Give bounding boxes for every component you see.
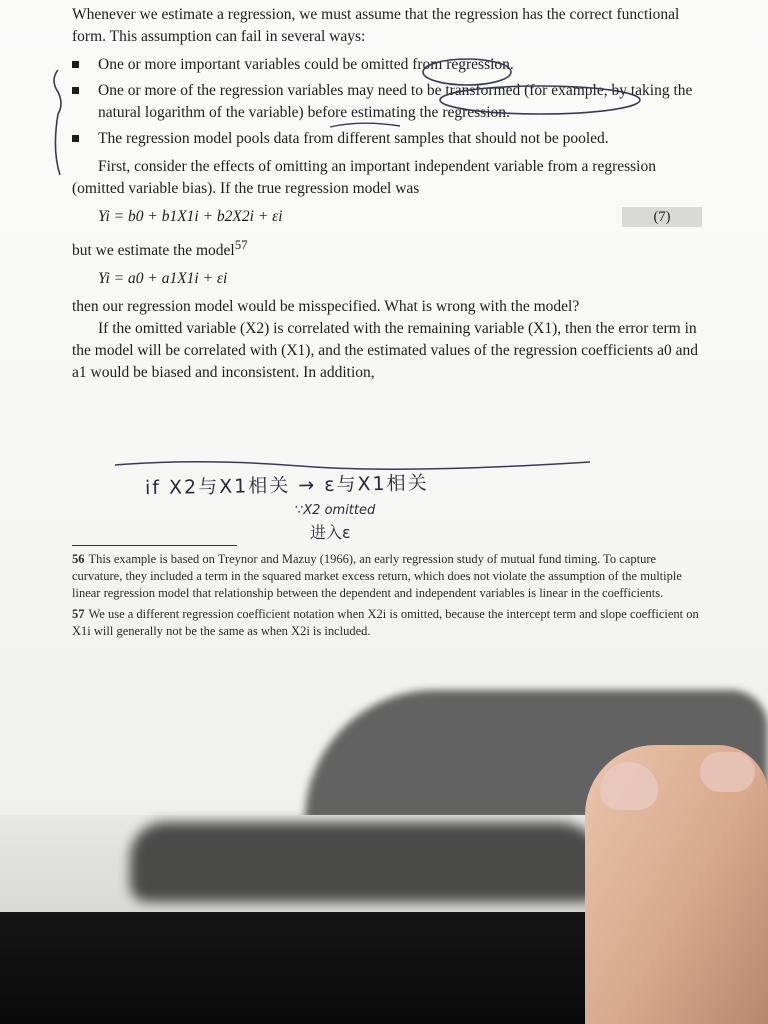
footnote-ref-57: 57 xyxy=(234,237,248,252)
footnote-57 xyxy=(72,606,700,640)
bullet-text: The regression model pools data from different samples that should not be pooled. xyxy=(98,130,609,147)
handwriting-line-3: 进入ε xyxy=(310,523,351,542)
page-content xyxy=(72,0,702,384)
bullet-square-icon xyxy=(72,61,79,68)
bullet-item-pooled xyxy=(72,128,702,150)
bullet-square-icon xyxy=(72,87,79,94)
equation-7-row xyxy=(72,206,702,228)
bullet-square-icon xyxy=(72,135,79,142)
footnote-56 xyxy=(72,551,700,602)
equation-true-model: Yi = b0 + b1X1i + b2X2i + εi xyxy=(98,208,283,225)
footnote-number: 56 xyxy=(72,552,85,566)
equation-estimated-model: Yi = a0 + a1X1i + εi xyxy=(98,270,228,288)
wavy-underline xyxy=(115,462,590,469)
estimate-text: but we estimate the model xyxy=(72,242,235,260)
bullet-item-transformed xyxy=(72,80,702,124)
bracket-mark xyxy=(54,70,61,175)
fingernail-2 xyxy=(700,752,755,792)
paragraph-correlated: If the omitted variable (X2) is correlated with the remaining variable (X1), then the error term in the model will be correlated with (X1), and the estimated values of the regression coefficients a0 and a1 would be biased and inconsistent. In addition, xyxy=(72,320,698,382)
paragraph-misspecified: then our regression model would be misspecified. What is wrong with the model? xyxy=(72,298,580,316)
footnote-number: 57 xyxy=(72,607,85,621)
intro-paragraph: Whenever we estimate a regression, we must assume that the regression has the correct functional form. This assumption can fail in several ways: xyxy=(72,6,680,45)
paragraph-omitted-bias: First, consider the effects of omitting an important independent variable from a regression (omitted variable bias). If the true regression model was xyxy=(72,158,656,197)
bullet-item-omitted xyxy=(72,54,702,76)
equation-estimated-row xyxy=(72,268,702,290)
handwritten-note xyxy=(145,470,505,555)
bullet-list xyxy=(72,54,702,150)
fingernail xyxy=(600,762,658,810)
handwriting-line-2: ∵X2 omitted xyxy=(295,503,376,518)
footnote-text: This example is based on Treynor and Mazuy (1966), an early regression study of mutual fund timing. To capture curvature, they included a term in the squared market excess return, which does not violate the assumption of the multiple linear regression model that relationship between the dependent and independent variables is linear in the coefficients. xyxy=(72,552,682,600)
footnote-divider xyxy=(72,545,237,546)
handwriting-line-1: if X2与X1相关 → ε与X1相关 xyxy=(144,472,429,500)
footnote-text: We use a different regression coefficient notation when X2i is omitted, because the intercept term and slope coefficient on X1i will generally not be the same as when X2i is included. xyxy=(72,607,699,638)
paragraph-estimate xyxy=(72,234,702,262)
footnotes xyxy=(72,551,700,644)
bullet-text: One or more important variables could be omitted from regression. xyxy=(98,56,514,73)
page-shadow xyxy=(130,822,610,902)
equation-number: (7) xyxy=(622,207,702,227)
bullet-text: One or more of the regression variables may need to be transformed (for example, by taking the natural logarithm of the variable) before estimating the regression. xyxy=(98,82,693,121)
